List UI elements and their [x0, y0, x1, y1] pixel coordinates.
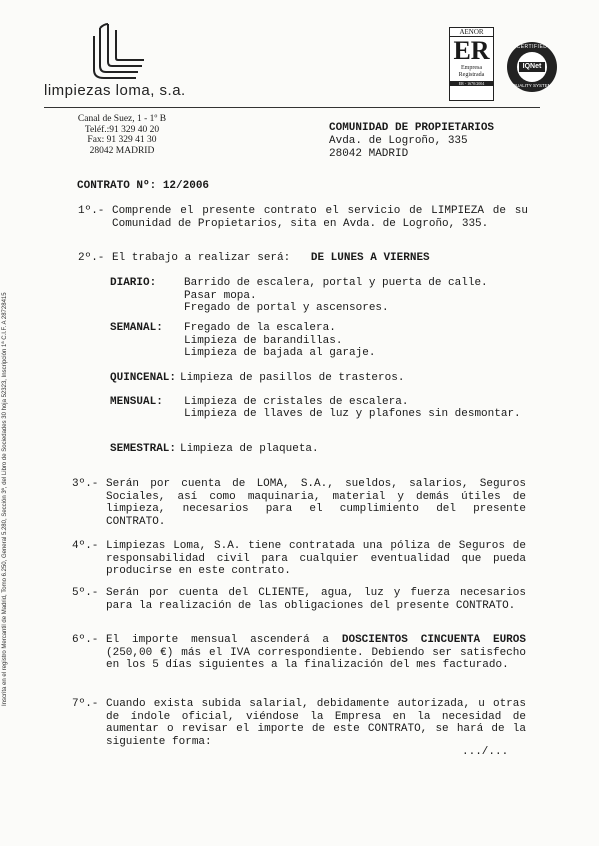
clause-3: Serán por cuenta de LOMA, S.A., sueldos, salarios, Seguros Sociales, así como maquinaria, material y demás útiles de limpieza, necesarios para el cumplimiento del presente CONTRATO. [106, 478, 526, 528]
diario-label: DIARIO: [110, 277, 157, 289]
address-line: Fax: 91 329 41 30 [87, 135, 157, 145]
clause-number: 3º.- [72, 478, 99, 490]
aenor-number: ER - 1670/2004 [450, 81, 493, 86]
iqnet-badge [505, 40, 559, 94]
quincenal-item: Limpieza de pasillos de trasteros. [180, 372, 405, 384]
address-line: Teléf.:91 329 40 20 [84, 124, 160, 135]
registry-side-note: Inscrita en el registro Mercantil de Madrid, Tomo 6.250, General 5.280, Sección 3ª, del Libro de Sociedades 30 hoja 52323, Inscripción 1ª C.I.F. A 28728415 [2, 292, 8, 706]
clause-6-text-b: (250,00 €) más el IVA correspondiente. Debiendo ser satisfecho en los 5 días siguientes a la finalización del mes facturado. [106, 646, 526, 671]
clause-4: Limpiezas Loma, S.A. tiene contratada una póliza de Seguros de responsabilidad civil para cualquier eventualidad que pueda producirse en este contrato. [106, 540, 526, 577]
diario-list [184, 277, 488, 315]
company-name: limpiezas loma, s.a. [44, 82, 186, 99]
company-address [62, 114, 182, 156]
address-line: 28042 MADRID [89, 145, 155, 156]
loma-logo-icon [86, 22, 148, 80]
header-rule [44, 107, 540, 108]
clause-number: 5º.- [72, 587, 99, 599]
contract-label: CONTRATO Nº: [77, 180, 157, 192]
recipient-title: COMUNIDAD DE PROPIETARIOS [329, 122, 495, 134]
schedule-item: Pasar mopa. [184, 289, 257, 302]
clause-number: 4º.- [72, 540, 99, 552]
clause-2 [112, 252, 430, 265]
aenor-top: AENOR [450, 28, 493, 37]
clause-number: 7º.- [72, 698, 99, 710]
clause-1: Comprende el presente contrato el servicio de LIMPIEZA de su Comunidad de Propietarios, sita en Avda. de Logroño, 335. [112, 205, 528, 230]
recipient-line1: Avda. de Logroño, 335 [329, 135, 468, 147]
clause-number: 6º.- [72, 634, 99, 646]
semestral-label: SEMESTRAL: [110, 443, 177, 455]
contract-value: 12/2006 [162, 180, 210, 192]
semestral-item: Limpieza de plaqueta. [180, 443, 319, 455]
schedule-item: Limpieza de bajada al garaje. [184, 347, 376, 359]
mensual-item-2: Limpieza de llaves de luz y plafones sin desmontar. [184, 408, 521, 420]
semanal-list [184, 322, 375, 360]
schedule-item: Fregado de la escalera. [184, 322, 336, 334]
clause-number: 2º.- [78, 252, 105, 264]
quincenal-label: QUINCENAL: [110, 372, 177, 384]
iqnet-ring-bottom: QUALITY SYSTEM [512, 83, 552, 88]
schedule-item: Fregado de portal y ascensores. [184, 302, 389, 314]
clause-2-schedule: DE LUNES A VIERNES [310, 252, 430, 264]
clause-6-amount: DOSCIENTOS CINCUENTA EUROS [341, 634, 526, 646]
schedule-item: Barrido de escalera, portal y puerta de calle. [184, 277, 488, 289]
address-line: Canal de Suez, 1 - 1º B [77, 114, 167, 124]
contract-number [77, 180, 209, 193]
aenor-line2: Registrada [458, 72, 485, 78]
aenor-mark: ER [453, 36, 490, 65]
schedule-item: Limpieza de barandillas. [184, 334, 343, 347]
iqnet-text: IQNet [522, 63, 542, 70]
mensual-item-1: Limpieza de cristales de escalera. [184, 396, 409, 408]
aenor-line1: Empresa [461, 65, 482, 71]
clause-number: 1º.- [78, 205, 105, 217]
clause-6-text-a: El importe mensual ascenderá a [106, 634, 330, 646]
clause-6 [106, 634, 526, 672]
iqnet-ring-top: CERTIFIED [516, 44, 548, 50]
aenor-badge [449, 27, 494, 101]
company-logo [86, 22, 148, 80]
continued-marker: .../... [462, 746, 509, 758]
clause-2-text: El trabajo a realizar será: [112, 252, 291, 264]
recipient-line2: 28042 MADRID [329, 148, 409, 160]
mensual-label: MENSUAL: [110, 396, 163, 408]
clause-5: Serán por cuenta del CLIENTE, agua, luz y fuerza necesarios para la realización de las obligaciones del presente CONTRATO. [106, 587, 526, 612]
clause-7: Cuando exista subida salarial, debidamente autorizada, u otras de índole oficial, viéndose la Empresa en la necesidad de aumentar o revisar el importe de este CONTRATO, se hará de la siguiente forma: [106, 698, 526, 748]
semanal-label: SEMANAL: [110, 322, 163, 334]
